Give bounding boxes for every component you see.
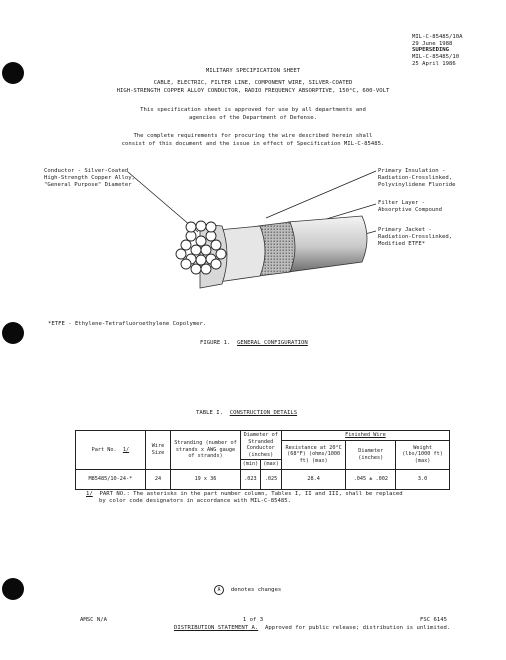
table-row: M85485/10-24-* 24 19 x 36 .023 .025 28.4 .045 ± .002 3.0 xyxy=(76,469,450,489)
change-note: A denotes changes xyxy=(214,585,281,595)
footer-distribution: DISTRIBUTION STATEMENT A. Approved for public release; distribution is unlimited. xyxy=(174,625,451,631)
label-conductor: Conductor - Silver-Coated High-Strength Copper Alloy, "General Purpose" Diameter xyxy=(44,168,135,188)
change-symbol-icon: A xyxy=(214,585,224,595)
spec-id-previous-date: 25 April 1986 xyxy=(412,60,456,67)
header-part-no: Part No. 1/ xyxy=(76,431,146,470)
spec-id-previous: MIL-C-85485/10 xyxy=(412,54,460,61)
spec-id-current-date: 29 June 1988 xyxy=(412,40,453,47)
figure-caption: FIGURE 1. GENERAL CONFIGURATION xyxy=(200,340,308,346)
header-max: (max) xyxy=(261,460,282,470)
sheet-title: MILITARY SPECIFICATION SHEET xyxy=(205,68,301,74)
spec-id-current: MIL-C-85485/10A xyxy=(412,34,463,40)
header-wire-size: Wire Size xyxy=(145,431,171,470)
footer-page: 1 of 3 xyxy=(242,617,264,623)
header-min: (min) xyxy=(240,460,261,470)
header-diameter-stranded: Diameter of Stranded Conductor (inches) xyxy=(240,431,281,460)
note-marker: 1/ xyxy=(86,491,93,497)
leader-insulation xyxy=(266,171,376,218)
subtitle-line-2: HIGH-STRENGTH COPPER ALLOY CONDUCTOR, RADIO FREQUENCY ABSORPTIVE, 150°C, 600-VOLT xyxy=(116,88,390,94)
requirements-line-1: The complete requirements for procuring the wire described herein shall xyxy=(133,133,373,139)
header-stranding: Stranding (number of strands x AWG gauge of strands) xyxy=(171,431,240,470)
subtitle-line-1: CABLE, ELECTRIC, FILTER LINE, COMPONENT WIRE, SILVER-COATED xyxy=(153,80,353,86)
header-weight: Weight (lbs/1000 ft) (max) xyxy=(396,440,450,469)
table-note: 1/ PART NO.: The asterisks in the part number column, Tables I, II and III, shall be replaced by color code designators in accordance with MIL-C-85485. xyxy=(86,491,403,504)
label-primary-insulation: Primary Insulation - Radiation-Crosslinked, Polyvinylidene Fluoride xyxy=(378,168,456,188)
requirements-line-2: consist of this document and the issue in effect of Specification MIL-C-85485. xyxy=(121,141,385,147)
approval-line-1: This specification sheet is approved for use by all departments and xyxy=(140,107,366,113)
label-primary-jacket: Primary Jacket - Radiation-Crosslinked, Modified ETFE* xyxy=(378,227,453,247)
footer-fsc: FSC 6145 xyxy=(420,617,447,623)
header-resistance: Resistance at 20°C (68°F) (ohms/1000 ft) (max) xyxy=(281,440,346,469)
figure-footnote: *ETFE - Ethylene-Tetrafluoroethylene Copolymer. xyxy=(48,321,207,327)
cable-jacket xyxy=(288,216,367,272)
header-finished-wire: Finished Wire xyxy=(281,431,449,441)
table-caption: TABLE I. CONSTRUCTION DETAILS xyxy=(196,410,298,416)
approval-line-2: agencies of the Department of Defense. xyxy=(189,115,317,121)
spec-superseding: SUPERSEDING xyxy=(412,47,450,54)
construction-details-table xyxy=(75,430,450,490)
label-filter-layer: Filter Layer - Absorptive Compound xyxy=(378,200,442,213)
header-diameter-finished: Diameter (inches) xyxy=(346,440,396,469)
footer-amsc: AMSC N/A xyxy=(80,617,107,623)
